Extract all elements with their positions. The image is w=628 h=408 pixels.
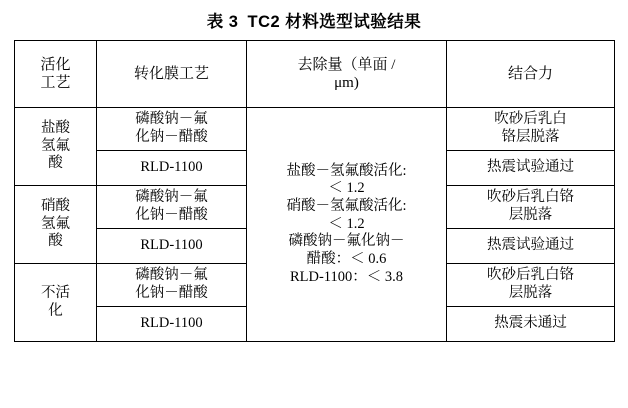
header-removal-line-2: μm) bbox=[334, 75, 359, 91]
process-3-1-line-2: 化钠－醋酸 bbox=[135, 285, 208, 301]
header-adhesion-line-1: 结合力 bbox=[507, 65, 553, 82]
activation-cell-3 bbox=[15, 264, 97, 342]
header-process-line-1: 转化膜工艺 bbox=[133, 65, 209, 82]
removal-line-5: 磷酸钠－氟化钠－ bbox=[288, 233, 405, 250]
process-2-1-line-2: 化钠－醋酸 bbox=[135, 207, 208, 223]
removal-line-6: 醋酸：＜ 0.6 bbox=[306, 251, 387, 268]
adhesion-3-1-line-2: 层脱落 bbox=[508, 285, 553, 301]
process-1-2-line-1: RLD-1100 bbox=[140, 159, 203, 176]
header-process bbox=[97, 41, 247, 108]
adhesion-cell-2-2 bbox=[447, 229, 615, 264]
activation-1-line-1: 盐酸 bbox=[41, 119, 70, 136]
activation-1-line-2: 氢氟 bbox=[41, 137, 70, 154]
adhesion-2-1-line-2: 层脱落 bbox=[508, 207, 553, 223]
results-table bbox=[14, 40, 615, 342]
adhesion-cell-3-2 bbox=[447, 307, 615, 342]
activation-3-line-1: 不活 bbox=[41, 284, 70, 301]
activation-2-line-2: 氢氟 bbox=[41, 215, 70, 232]
adhesion-3-1-line-1: 吹砂后乳白铬 bbox=[487, 267, 574, 284]
process-2-2-line-1: RLD-1100 bbox=[140, 237, 203, 254]
adhesion-2-1-line-1: 吹砂后乳白铬 bbox=[487, 189, 574, 206]
activation-3-line-2: 化 bbox=[48, 302, 63, 319]
table-caption bbox=[0, 0, 628, 40]
activation-cell-2 bbox=[15, 186, 97, 264]
removal-line-7: RLD-1100：＜ 3.8 bbox=[289, 268, 404, 285]
table-header-row bbox=[15, 41, 615, 108]
removal-amount-cell bbox=[247, 108, 447, 342]
header-adhesion bbox=[447, 41, 615, 108]
header-activation bbox=[15, 41, 97, 108]
table-caption-title: TC2 材料选型试验结果 bbox=[247, 13, 422, 31]
adhesion-1-2-line-1: 热震试验通过 bbox=[487, 159, 574, 176]
activation-cell-1 bbox=[15, 108, 97, 186]
process-1-1-line-1: 磷酸钠－氟 bbox=[135, 111, 208, 128]
activation-2-line-1: 硝酸 bbox=[41, 197, 70, 214]
adhesion-1-1-line-1: 吹砂后乳白 bbox=[494, 111, 567, 128]
table-row bbox=[15, 108, 615, 151]
activation-1-line-3: 酸 bbox=[48, 155, 63, 172]
process-2-1-line-1: 磷酸钠－氟 bbox=[135, 189, 208, 206]
process-cell-2-2 bbox=[97, 229, 247, 264]
adhesion-cell-1-2 bbox=[447, 151, 615, 186]
adhesion-2-2-line-1: 热震试验通过 bbox=[487, 237, 574, 254]
removal-line-2: ＜ 1.2 bbox=[328, 180, 365, 197]
header-removal-line-1: 去除量（单面 / bbox=[297, 56, 396, 73]
header-activation-line-2: 工艺 bbox=[40, 75, 71, 91]
removal-line-1: 盐酸－氢氟酸活化: bbox=[286, 162, 407, 179]
process-cell-1-2 bbox=[97, 151, 247, 186]
adhesion-1-1-line-2: 铬层脱落 bbox=[501, 129, 560, 145]
process-1-1-line-2: 化钠－醋酸 bbox=[135, 129, 208, 145]
header-removal bbox=[247, 41, 447, 108]
adhesion-3-2-line-1: 热震未通过 bbox=[494, 315, 567, 332]
adhesion-cell-3-1 bbox=[447, 264, 615, 307]
removal-line-4: ＜ 1.2 bbox=[328, 215, 365, 232]
process-cell-2-1 bbox=[97, 186, 247, 229]
process-3-2-line-1: RLD-1100 bbox=[140, 315, 203, 332]
header-activation-line-1: 活化 bbox=[40, 56, 71, 73]
table-caption-number: 表 3 bbox=[206, 13, 239, 31]
activation-2-line-3: 酸 bbox=[48, 233, 63, 250]
adhesion-cell-2-1 bbox=[447, 186, 615, 229]
process-cell-1-1 bbox=[97, 108, 247, 151]
adhesion-cell-1-1 bbox=[447, 108, 615, 151]
process-3-1-line-1: 磷酸钠－氟 bbox=[135, 267, 208, 284]
process-cell-3-2 bbox=[97, 307, 247, 342]
removal-line-3: 硝酸－氢氟酸活化: bbox=[286, 197, 407, 214]
table-container bbox=[14, 40, 614, 342]
process-cell-3-1 bbox=[97, 264, 247, 307]
